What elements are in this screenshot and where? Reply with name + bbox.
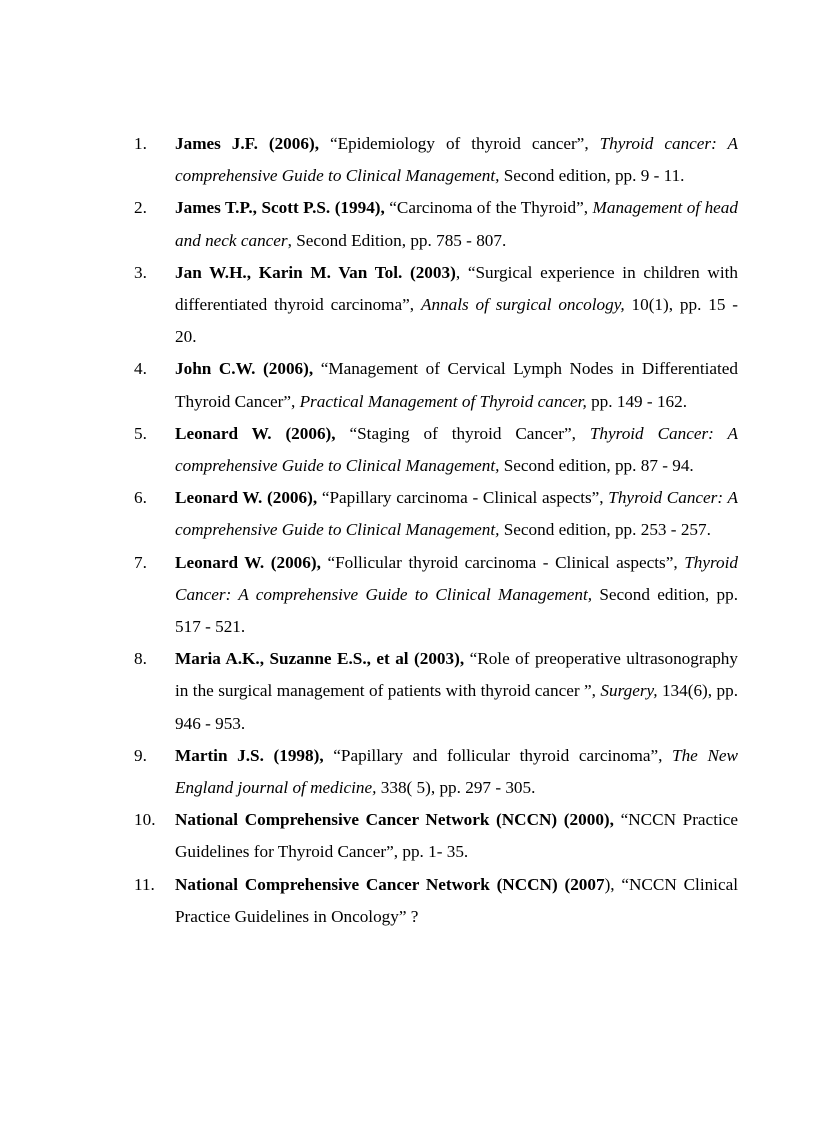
- reference-item-3: [134, 257, 738, 354]
- reference-authors: John C.W. (2006),: [175, 359, 314, 379]
- reference-authors: National Comprehensive Cancer Network (NCCN) (2007: [175, 874, 605, 894]
- reference-item-8: [134, 643, 738, 740]
- reference-number: 2.: [134, 198, 147, 218]
- reference-details: Second edition, pp. 253 - 257.: [499, 520, 711, 540]
- reference-authors: Maria A.K., Suzanne E.S., et al (2003),: [175, 649, 465, 669]
- reference-number: 9.: [134, 745, 147, 765]
- reference-number: 7.: [134, 552, 147, 572]
- reference-source: Thyroid Cancer: A comprehensive Guide to Clinical Management,: [175, 423, 738, 476]
- reference-authors: James T.P., Scott P.S. (1994),: [175, 198, 385, 218]
- reference-title: “Staging of thyroid Cancer”,: [335, 423, 590, 443]
- reference-item-7: [134, 547, 738, 644]
- reference-title: “Epidemiology of thyroid cancer”,: [319, 134, 600, 153]
- reference-title: “Papillary and follicular thyroid carcinoma”,: [323, 745, 673, 765]
- reference-item-2: [134, 192, 738, 256]
- reference-authors: Leonard W. (2006),: [175, 423, 336, 443]
- reference-number: 11.: [134, 874, 155, 894]
- reference-item-5: [134, 418, 738, 482]
- reference-source: Surgery,: [600, 681, 658, 701]
- reference-details: 10(1), pp. 15 - 20.: [175, 295, 738, 347]
- reference-title: “Follicular thyroid carcinoma - Clinical aspects”,: [320, 552, 685, 572]
- reference-title: “Carcinoma of the Thyroid”,: [384, 198, 593, 218]
- reference-list: [134, 128, 738, 933]
- reference-item-9: [134, 740, 738, 804]
- reference-details: Second edition, pp. 517 - 521.: [175, 584, 738, 637]
- reference-number: 1.: [134, 134, 147, 153]
- reference-item-1: [134, 128, 738, 192]
- reference-number: 3.: [134, 262, 147, 282]
- reference-authors: Leonard W. (2006),: [175, 552, 321, 572]
- reference-details: Second edition, pp. 87 - 94.: [499, 456, 694, 476]
- reference-number: 4.: [134, 359, 147, 379]
- reference-title: “Role of preoperative ultrasonography in the surgical management of patients with thyroid cancer ”,: [175, 649, 738, 701]
- reference-details: 134(6), pp. 946 - 953.: [175, 681, 738, 733]
- reference-title: “Papillary carcinoma - Clinical aspects”,: [317, 488, 609, 508]
- reference-details: , Second Edition, pp. 785 - 807.: [287, 230, 507, 250]
- reference-source: Annals of surgical oncology,: [420, 295, 625, 315]
- reference-number: 6.: [134, 488, 147, 508]
- reference-title: “Management of Cervical Lymph Nodes in Differentiated Thyroid Cancer”,: [175, 359, 738, 411]
- reference-source: Management of head and neck cancer: [175, 198, 738, 250]
- reference-item-6: [134, 482, 738, 546]
- reference-authors: National Comprehensive Cancer Network (NCCN) (2000),: [175, 810, 614, 830]
- reference-details: Second edition, pp. 9 - 11.: [499, 166, 685, 186]
- reference-number: 8.: [134, 649, 147, 669]
- reference-authors: Martin J.S. (1998),: [175, 745, 324, 765]
- reference-details: pp. 149 - 162.: [586, 391, 688, 411]
- reference-item-10: [134, 804, 738, 868]
- reference-authors: James J.F. (2006),: [175, 134, 319, 153]
- reference-source: Thyroid Cancer: A comprehensive Guide to Clinical Management,: [175, 552, 738, 604]
- reference-title: “NCCN Practice Guidelines for Thyroid Cancer”, pp. 1- 35.: [175, 810, 738, 862]
- reference-authors: Leonard W. (2006),: [175, 488, 318, 508]
- reference-number: 5.: [134, 423, 147, 443]
- reference-number: 10.: [134, 810, 156, 830]
- reference-details: 338( 5), pp. 297 - 305.: [376, 778, 536, 798]
- reference-item-11: [134, 869, 738, 933]
- reference-item-4: [134, 353, 738, 417]
- reference-source: Thyroid Cancer: A comprehensive Guide to Clinical Management,: [175, 488, 738, 540]
- reference-title: ), “NCCN Clinical Practice Guidelines in Oncology” ?: [175, 874, 738, 926]
- reference-source: The New England journal of medicine,: [175, 745, 738, 798]
- reference-source: Practical Management of Thyroid cancer,: [299, 391, 587, 411]
- reference-authors: Jan W.H., Karin M. Van Tol. (2003): [175, 262, 456, 282]
- reference-source: Thyroid cancer: A comprehensive Guide to Clinical Management,: [175, 134, 738, 186]
- reference-title: , “Surgical experience in children with differentiated thyroid carcinoma”,: [175, 262, 738, 315]
